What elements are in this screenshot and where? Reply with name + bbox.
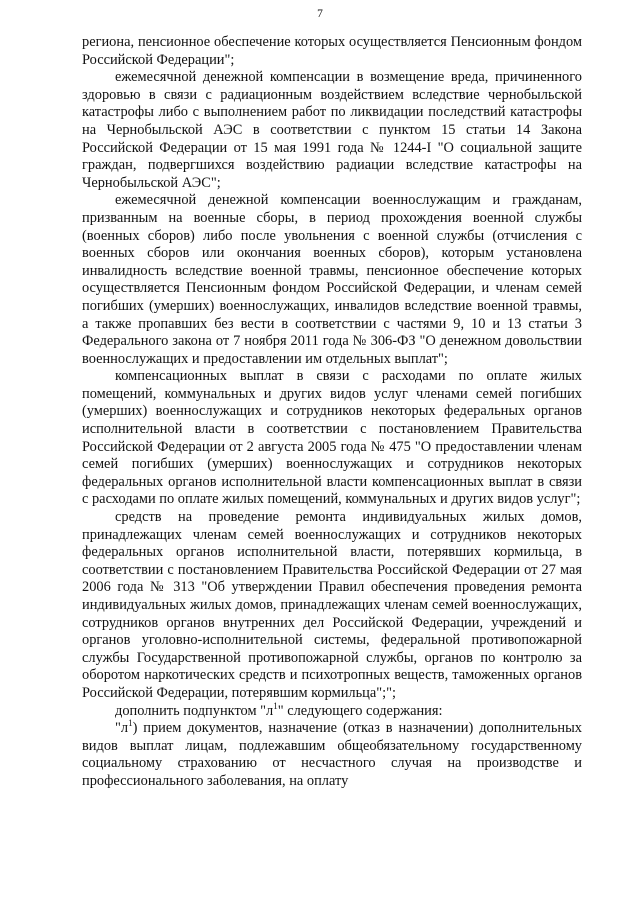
subpoint-superscript: 1 bbox=[128, 718, 133, 729]
amendment-superscript: 1 bbox=[273, 700, 278, 711]
document-body bbox=[82, 34, 582, 791]
final-paragraph bbox=[82, 720, 582, 790]
page-number: 7 bbox=[317, 8, 323, 20]
final-paragraph-text: ) прием документов, назначение (отказ в назначении) дополнительных видов выплат лицам, подлежавшим общеобязательному государственному социальному страхованию от несчастного случая на производстве и профессионального заболевания, на оплату bbox=[82, 720, 582, 789]
amendment-line bbox=[82, 700, 582, 721]
paragraph: ежемесячной денежной компенсации в возмещение вреда, причиненного здоровью в связи с радиационным воздействием вследствие чернобыльской катастрофы либо с выполнением работ по ликвидации последствий катастрофы на Чернобыльской АЭС в соответствии с пунктом 15 статьи 14 Закона Российской Федерации от 15 мая 1991 года № 1244-I "О социальной защите граждан, подвергшихся воздействию радиации вследствие катастрофы на Чернобыльской АЭС"; bbox=[82, 69, 582, 191]
paragraph: ежемесячной денежной компенсации военнослужащим и гражданам, призванным на военные сборы, в период прохождения военной службы (военных сборов) либо после увольнения с военной службы (отчисления с военных сборов или окончания военных сборов), которым установлена инвалидность вследствие военной травмы, пенсионное обеспечение которых осуществляется Пенсионным фондом Российской Федерации, и членам семей погибших (умерших) военнослужащих, инвалидов вследствие военной травмы, а также пропавших без вести в соответствии с частями 9, 10 и 13 статьи 3 Федерального закона от 7 ноября 2011 года № 306-ФЗ "О денежном довольствии военнослужащих и предоставлении им отдельных выплат"; bbox=[82, 192, 582, 367]
amendment-text-before: дополнить подпунктом "л bbox=[115, 702, 274, 719]
paragraph: компенсационных выплат в связи с расходами по оплате жилых помещений, коммунальных и других видов услуг членами семей погибших (умерших) военнослужащих и сотрудников некоторых федеральных органов исполнительной власти в соответствии с постановлением Правительства Российской Федерации от 2 августа 2005 года № 475 "О предоставлении членам семей погибших (умерших) военнослужащих и сотрудников некоторых федеральных органов исполнительной власти компенсационных выплат в связи с расходами по оплате жилых помещений, коммунальных и других видов услуг"; bbox=[82, 368, 582, 508]
amendment-text-after: " следующего содержания: bbox=[277, 702, 443, 719]
paragraph: средств на проведение ремонта индивидуальных жилых домов, принадлежащих членам семей военнослужащих и сотрудников некоторых федеральных органов исполнительной власти, потерявших кормильца, в соответствии с постановлением Правительства Российской Федерации от 27 мая 2006 года № 313 "Об утверждении Правил обеспечения проведения ремонта индивидуальных жилых домов, принадлежащих членам семей военнослужащих, сотрудников органов внутренних дел Российской Федерации, учреждений и органов уголовно-исполнительной системы, федеральной противопожарной службы Государственной противопожарной службы, органов по контролю за оборотом наркотических средств и психотропных веществ, таможенных органов Российской Федерации, потерявшим кормильца";"; bbox=[82, 509, 582, 701]
subpoint-label: "л bbox=[115, 720, 129, 737]
paragraph: региона, пенсионное обеспечение которых осуществляется Пенсионным фондом Российской Федерации"; bbox=[82, 34, 582, 68]
